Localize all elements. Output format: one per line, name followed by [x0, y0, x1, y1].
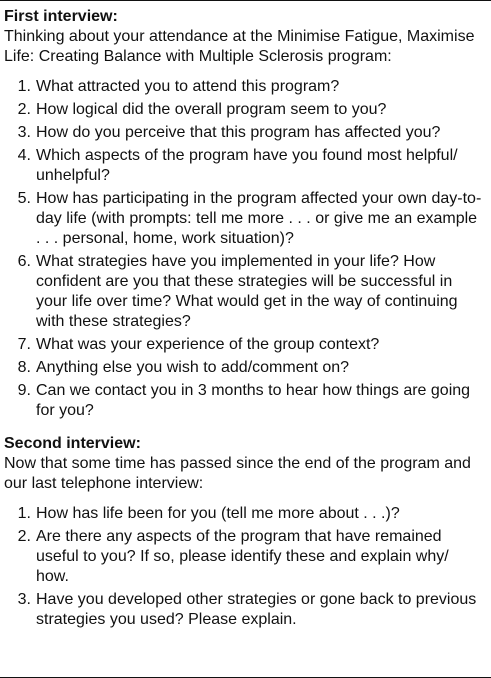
question-item [4, 252, 485, 332]
question-item [4, 189, 485, 249]
question-number: 8. [17, 359, 31, 376]
question-text: How has life been for you (tell me more about . . .)? [36, 505, 400, 522]
question-number: 4. [17, 147, 31, 164]
question-item [4, 381, 485, 421]
first-interview-heading: First interview: [4, 8, 118, 25]
question-text: Anything else you wish to add/comment on? [36, 359, 350, 376]
question-item [4, 527, 485, 587]
question-number: 3. [17, 124, 31, 141]
second-interview-question-list [4, 504, 485, 630]
question-number: 7. [17, 336, 31, 353]
question-item [4, 123, 485, 143]
question-item [4, 504, 485, 524]
first-interview-question-list [4, 77, 485, 421]
question-item [4, 335, 485, 355]
question-text: How do you perceive that this program has affected you? [36, 124, 441, 141]
question-text: Can we contact you in 3 months to hear how things are going for you? [36, 382, 471, 419]
question-number: 9. [17, 382, 31, 399]
question-number: 2. [17, 101, 31, 118]
question-number: 1. [17, 78, 31, 95]
question-text: Are there any aspects of the program that have remained useful to you? If so, please identify these and explain why/ how. [36, 528, 449, 585]
question-text: Which aspects of the program have you found most helpful/ unhelpful? [36, 147, 458, 184]
question-item [4, 77, 485, 97]
question-item [4, 590, 485, 630]
question-number: 2. [17, 528, 31, 545]
question-number: 1. [17, 505, 31, 522]
second-interview-section [4, 434, 485, 630]
second-interview-heading: Second interview: [4, 435, 141, 452]
first-interview-section [4, 7, 485, 421]
question-item [4, 358, 485, 378]
question-number: 6. [17, 253, 31, 270]
question-number: 5. [17, 190, 31, 207]
question-text: Have you developed other strategies or gone back to previous strategies you used? Please explain. [36, 591, 477, 628]
question-text: How logical did the overall program seem to you? [36, 101, 387, 118]
second-interview-intro: Now that some time has passed since the end of the program and our last telephone interview: [4, 455, 471, 492]
first-interview-intro: Thinking about your attendance at the Minimise Fatigue, Maximise Life: Creating Balance with Multiple Sclerosis program: [4, 28, 475, 65]
question-text: What was your experience of the group context? [36, 336, 380, 353]
question-text: What attracted you to attend this program? [36, 78, 340, 95]
question-number: 3. [17, 591, 31, 608]
question-item [4, 100, 485, 120]
question-text: How has participating in the program affected your own day-to-day life (with prompts: tell me more . . . or give me an example . . . personal, home, work situation)? [36, 190, 482, 247]
question-item [4, 146, 485, 186]
question-text: What strategies have you implemented in your life? How confident are you that these strategies will be successful in your life over time? What would get in the way of continuing with these strategies? [36, 253, 458, 330]
